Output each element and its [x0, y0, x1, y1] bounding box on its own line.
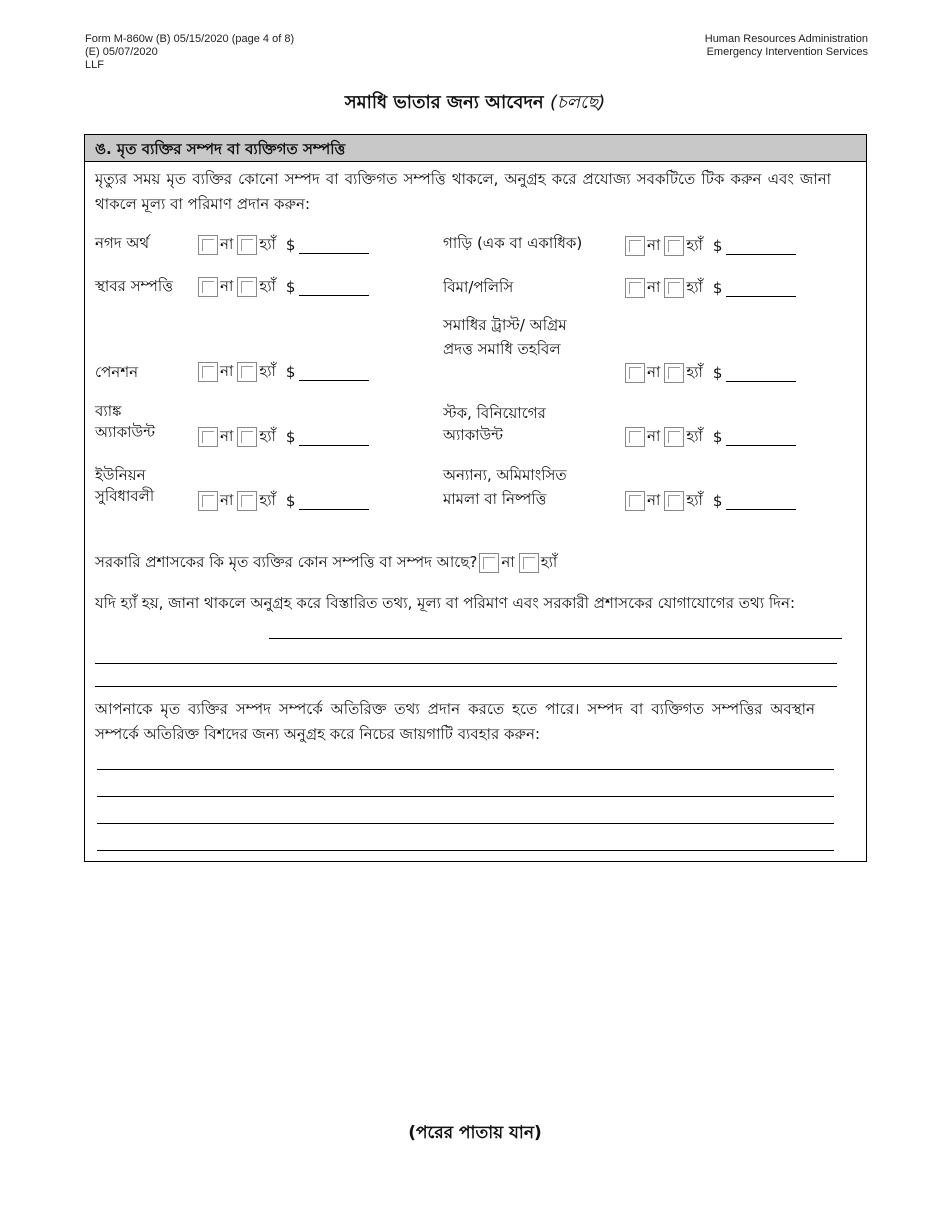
- yes-label: হ্যাঁ: [259, 426, 276, 445]
- page-title: [0, 88, 950, 119]
- asset-label-bank-account: ব্যাঙ্ক অ্যাকাউন্ট: [95, 402, 156, 441]
- agency-division: Emergency Intervention Services: [706, 46, 868, 58]
- no-label: না: [501, 552, 515, 571]
- stocks-yes-checkbox[interactable]: [664, 427, 684, 447]
- real-estate-yes-checkbox[interactable]: [237, 277, 257, 297]
- asset-label-pending-settlement: অন্যান্য, অমিমাংসিত মামলা বা নিষ্পত্তি: [443, 466, 567, 508]
- asset-options-pending-settlement: [625, 490, 796, 512]
- currency-symbol: $: [285, 363, 296, 381]
- additional-info-line-4[interactable]: [97, 850, 834, 851]
- asset-label-insurance: বিমা/পলিসি: [443, 278, 514, 296]
- agency-block: [705, 33, 868, 59]
- additional-info-instructions: আপনাকে মৃত ব্যক্তির সম্পদ সম্পর্কে অতিরিক্ত তথ্য প্রদান করতে হতে পারে। সম্পদ বা ব্যক্তিগত সম্পত্তির অবস্থান সম্পর্কে অতিরিক্ত বিশদের জন্য অনুগ্রহ করে নিচের জায়গাটি ব্যবহার করুন:: [95, 700, 815, 743]
- no-label: না: [220, 361, 234, 380]
- currency-symbol: $: [285, 428, 296, 446]
- asset-options-pension: [198, 361, 369, 383]
- asset-label-cash: নগদ অর্থ: [95, 234, 150, 252]
- currency-symbol: $: [285, 236, 296, 254]
- insurance-no-checkbox[interactable]: [625, 278, 645, 298]
- asset-label-union-benefits: ইউনিয়ন সুবিধাবলী: [95, 466, 155, 505]
- no-label: না: [220, 234, 234, 253]
- union-benefits-yes-checkbox[interactable]: [237, 491, 257, 511]
- no-label: না: [220, 490, 234, 509]
- currency-symbol: $: [285, 278, 296, 296]
- pension-yes-checkbox[interactable]: [237, 362, 257, 382]
- burial-trust-no-checkbox[interactable]: [625, 363, 645, 383]
- additional-info-line-2[interactable]: [97, 796, 834, 797]
- vehicles-amount-field[interactable]: [726, 237, 796, 255]
- yes-label: হ্যাঁ: [259, 490, 276, 509]
- asset-label-vehicles: গাড়ি (এক বা একাধিক): [443, 234, 583, 252]
- form-date: (E) 05/07/2020: [85, 46, 158, 58]
- union-benefits-amount-field[interactable]: [299, 492, 369, 510]
- no-label: না: [647, 277, 661, 296]
- asset-label-pension: পেনশন: [95, 363, 139, 381]
- cash-amount-field[interactable]: [299, 236, 369, 254]
- pension-no-checkbox[interactable]: [198, 362, 218, 382]
- asset-options-real-estate: [198, 276, 369, 298]
- cash-no-checkbox[interactable]: [198, 235, 218, 255]
- if-yes-line-3[interactable]: [95, 686, 837, 687]
- no-label: না: [647, 235, 661, 254]
- no-label: না: [647, 426, 661, 445]
- yes-label: হ্যাঁ: [686, 490, 703, 509]
- yes-label: হ্যাঁ: [259, 234, 276, 253]
- yes-label: হ্যাঁ: [259, 276, 276, 295]
- asset-options-burial-trust: [625, 362, 796, 384]
- section-intro: মৃত্যুর সময় মৃত ব্যক্তির কোনো সম্পদ বা ব্যক্তিগত সম্পত্তি থাকলে, অনুগ্রহ করে প্রযোজ্য সবকটিতে টিক করুন এবং জানা থাকলে মূল্য বা পরিমাণ প্রদান করুন:: [95, 170, 831, 213]
- cash-yes-checkbox[interactable]: [237, 235, 257, 255]
- bank-account-amount-field[interactable]: [299, 428, 369, 446]
- public-admin-no-checkbox[interactable]: [479, 553, 499, 573]
- form-id-block: [85, 33, 294, 72]
- agency-name: Human Resources Administration: [704, 33, 868, 45]
- asset-label-stocks: স্টক, বিনিয়োগের অ্যাকাউন্ট: [443, 404, 546, 444]
- no-label: না: [220, 276, 234, 295]
- yes-label: হ্যাঁ: [686, 277, 703, 296]
- bank-account-yes-checkbox[interactable]: [237, 427, 257, 447]
- section-heading: ঙ. মৃত ব্যক্তির সম্পদ বা ব্যক্তিগত সম্পত্তি: [85, 135, 866, 162]
- page-title-continued: (চলছে): [549, 92, 606, 113]
- currency-symbol: $: [712, 364, 723, 382]
- insurance-amount-field[interactable]: [726, 279, 796, 297]
- no-label: না: [647, 490, 661, 509]
- burial-trust-amount-field[interactable]: [726, 364, 796, 382]
- pension-amount-field[interactable]: [299, 363, 369, 381]
- page-title-main: সমাধি ভাতার জন্য আবেদন: [344, 92, 544, 113]
- additional-info-line-1[interactable]: [97, 769, 834, 770]
- asset-options-union-benefits: [198, 490, 369, 512]
- stocks-amount-field[interactable]: [726, 428, 796, 446]
- public-admin-question: সরকারি প্রশাসকের কি মৃত ব্যক্তির কোন সম্পত্তি বা সম্পদ আছে?: [95, 552, 478, 571]
- public-admin-question-row: [95, 552, 561, 574]
- currency-symbol: $: [712, 492, 723, 510]
- yes-label: হ্যাঁ: [686, 426, 703, 445]
- form-code: LLF: [85, 59, 104, 71]
- asset-label-burial-trust: সমাধির ট্রাস্ট/ অগ্রিম প্রদত্ত সমাধি তহবিল: [443, 316, 567, 358]
- no-label: না: [647, 362, 661, 381]
- real-estate-no-checkbox[interactable]: [198, 277, 218, 297]
- next-page-note: (পরের পাতায় যান): [408, 1123, 542, 1143]
- vehicles-no-checkbox[interactable]: [625, 236, 645, 256]
- if-yes-line-2[interactable]: [95, 663, 837, 664]
- pending-settlement-amount-field[interactable]: [726, 492, 796, 510]
- currency-symbol: $: [712, 428, 723, 446]
- vehicles-yes-checkbox[interactable]: [664, 236, 684, 256]
- pending-settlement-no-checkbox[interactable]: [625, 491, 645, 511]
- asset-options-cash: [198, 234, 369, 256]
- no-label: না: [220, 426, 234, 445]
- currency-symbol: $: [712, 279, 723, 297]
- additional-info-line-3[interactable]: [97, 823, 834, 824]
- yes-label: হ্যাঁ: [259, 361, 276, 380]
- union-benefits-no-checkbox[interactable]: [198, 491, 218, 511]
- real-estate-amount-field[interactable]: [299, 278, 369, 296]
- stocks-no-checkbox[interactable]: [625, 427, 645, 447]
- currency-symbol: $: [285, 492, 296, 510]
- insurance-yes-checkbox[interactable]: [664, 278, 684, 298]
- asset-label-real-estate: স্থাবর সম্পত্তি: [95, 277, 173, 295]
- yes-label: হ্যাঁ: [686, 235, 703, 254]
- form-number: Form M-860w (B) 05/15/2020 (page 4 of 8): [85, 33, 295, 45]
- if-yes-line-1[interactable]: [269, 638, 842, 639]
- bank-account-no-checkbox[interactable]: [198, 427, 218, 447]
- pending-settlement-yes-checkbox[interactable]: [664, 491, 684, 511]
- burial-trust-yes-checkbox[interactable]: [664, 363, 684, 383]
- yes-label: হ্যাঁ: [540, 552, 558, 571]
- public-admin-yes-checkbox[interactable]: [519, 553, 539, 573]
- if-yes-instructions: যদি হ্যাঁ হয়, জানা থাকলে অনুগ্রহ করে বিস্তারিত তথ্য, মূল্য বা পরিমাণ এবং সরকারী প্রশাসকের যোগাযোগের তথ্য দিন:: [95, 594, 796, 612]
- asset-options-stocks: [625, 426, 796, 448]
- asset-options-insurance: [625, 277, 796, 299]
- asset-options-vehicles: [625, 235, 796, 257]
- asset-options-bank-account: [198, 426, 369, 448]
- assets-section: [84, 134, 867, 862]
- currency-symbol: $: [712, 237, 723, 255]
- yes-label: হ্যাঁ: [686, 362, 703, 381]
